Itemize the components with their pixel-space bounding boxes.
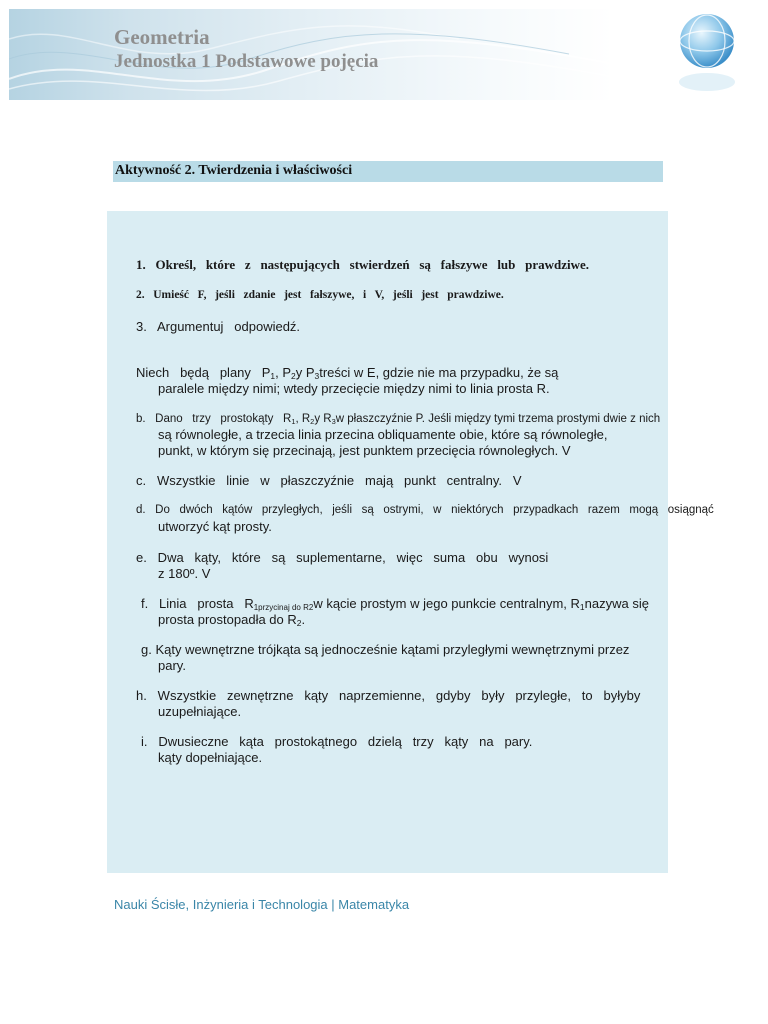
instruction-1: 1. Określ, które z następujących stwierdzeń są fałszywe lub prawdziwe. [136, 257, 590, 272]
statement-e-line-2: z 180º. V [158, 566, 211, 581]
statement-b-line-1: b. Dano trzy prostokąty $R_1$, $R_2y$ $R_3w$ płaszczyźnie P. Jeśli między tymi trzema prostymi dwie z nich [136, 413, 661, 426]
statement-f-line-1: f. Linia prosta $R_{1przycinaj do R2}w$ kącie prostym w jego punkcie centralnym, $R_1nazywa$ się [141, 596, 649, 613]
statement-d-line-2: utworzyć kąt prosty. [158, 519, 272, 534]
statement-g-line-1: g. Kąty wewnętrzne trójkąta są jednocześnie kątami przyległymi wewnętrznymi przez [141, 642, 630, 657]
footer-text: Nauki Ścisłe, Inżynieria i Technologia | Matematyka [114, 897, 410, 912]
statement-h-line-1: h. Wszystkie zewnętrzne kąty naprzemienne, gdyby były przyległe, to byłyby [136, 688, 641, 703]
statement-i-line-1: i. Dwusieczne kąta prostokątnego dzielą trzy kąty na pary. [141, 734, 533, 749]
statement-b-line-2: są równoległe, a trzecia linia przecina obliquamente obie, które są równoległe, [158, 427, 608, 442]
header-banner [9, 9, 614, 100]
statement-f-line-2: prosta prostopadła do $R_2$. [158, 612, 306, 629]
globe-logo-icon [676, 14, 738, 94]
content-panel [107, 211, 668, 873]
instruction-2: 2. Umieść F, jeśli zdanie jest fałszywe, i V, jeśli jest prawdziwe. [136, 289, 504, 301]
statement-e-line-1: e. Dwa kąty, które są suplementarne, więc suma obu wynosi [136, 550, 549, 565]
unit-subtitle: Jednostka 1 Podstawowe pojęcia [114, 51, 379, 72]
activity-heading: Aktywność 2. Twierdzenia i właściwości [113, 161, 663, 182]
instruction-3: 3. Argumentuj odpowiedź. [136, 319, 301, 334]
statement-c: c. Wszystkie linie w płaszczyźnie mają punkt centralny. V [136, 473, 522, 488]
statement-i-line-2: kąty dopełniające. [158, 750, 263, 765]
statement-h-line-2: uzupełniające. [158, 704, 242, 719]
statement-d-line-1: d. Do dwóch kątów przyległych, jeśli są ostrymi, w niektórych przypadkach razem mogą osiągnąć [136, 504, 714, 516]
statement-b-line-3: punkt, w którym się przecinają, jest punktem przecięcia równoległych. V [158, 443, 571, 458]
statement-a-line-1: Niech będą plany $P_1$, $P_2y$ $P_3treści$ w E, gdzie nie ma przypadku, że są [136, 365, 559, 382]
statement-g-line-2: pary. [158, 658, 186, 673]
course-title: Geometria [114, 25, 210, 49]
statement-a-line-2: paralele między nimi; wtedy przecięcie między nimi to linia prosta R. [158, 381, 550, 396]
